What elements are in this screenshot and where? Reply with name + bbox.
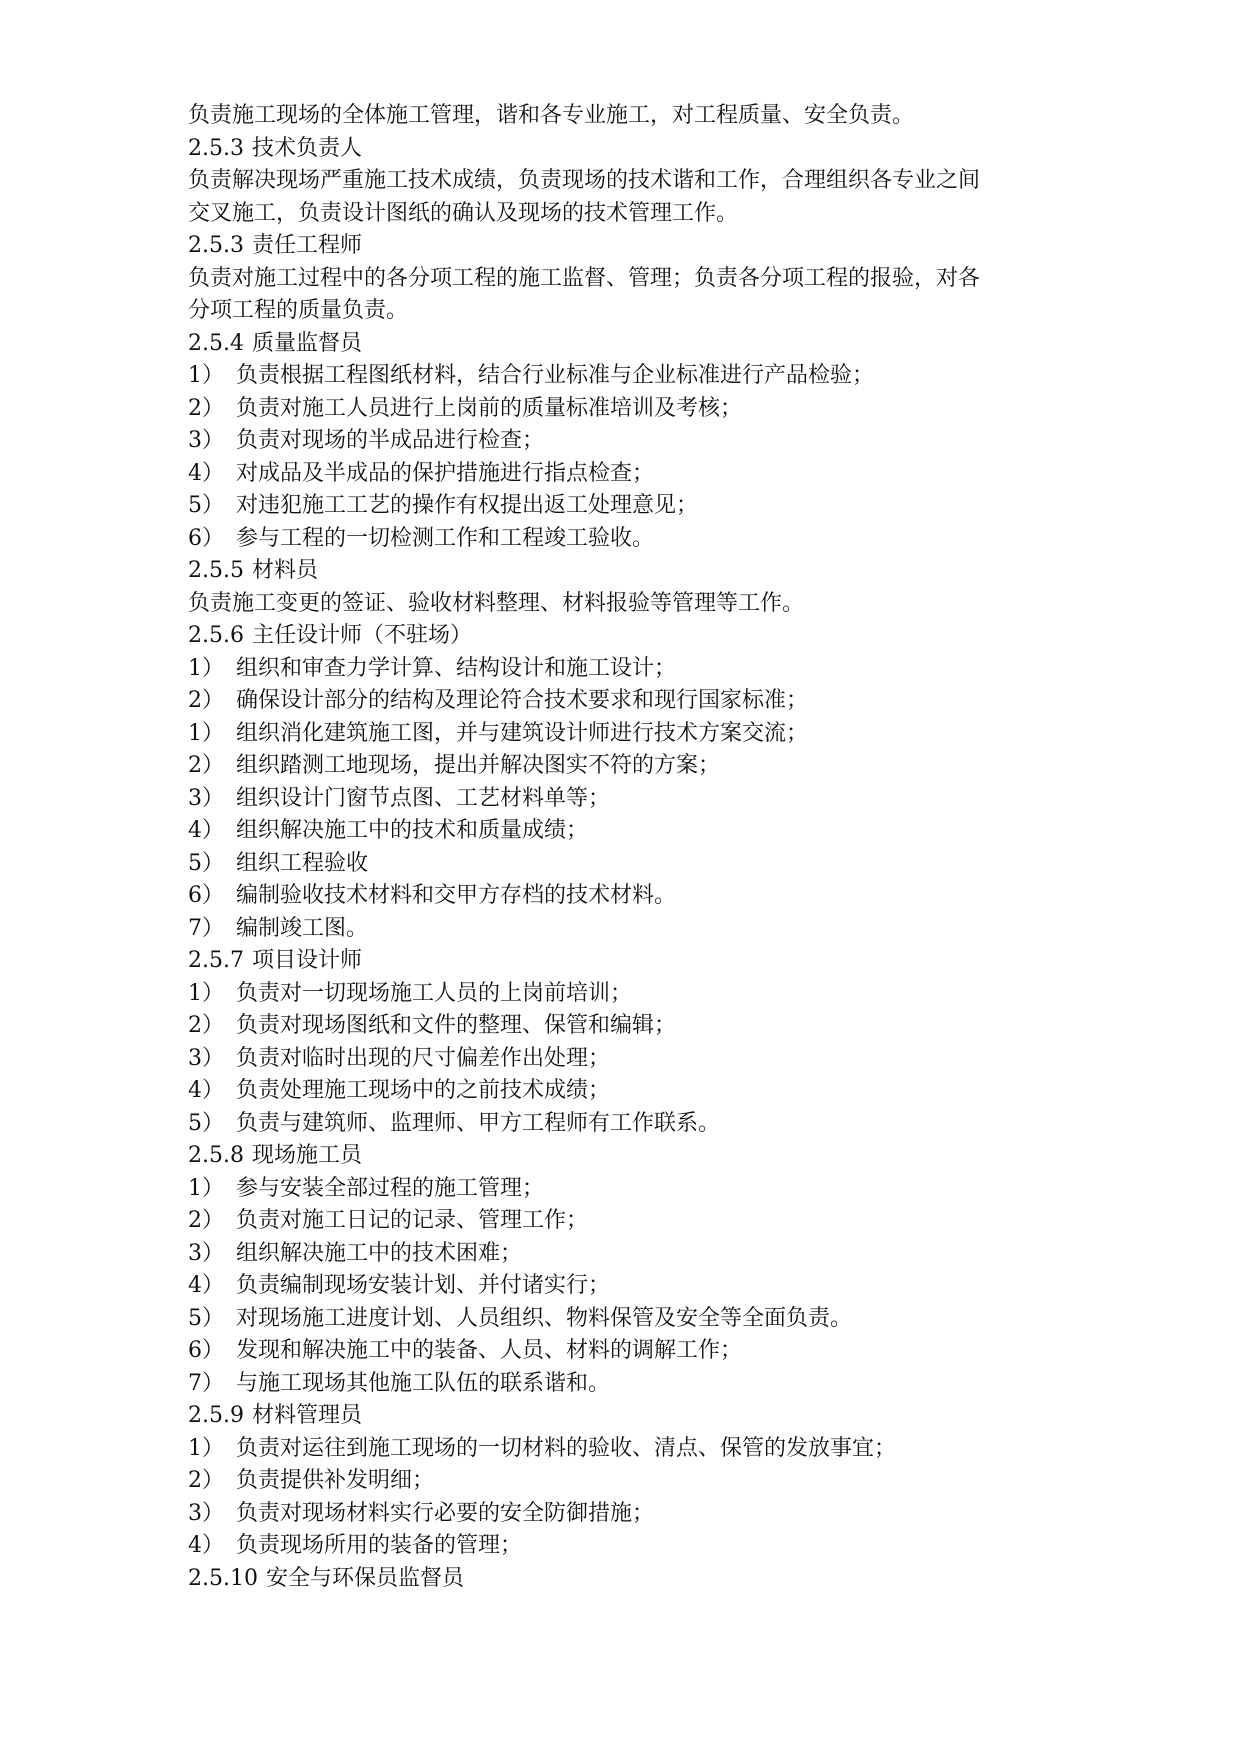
list-item-number: 2） xyxy=(188,1208,224,1233)
section-number: 2.5.9 xyxy=(188,1403,244,1428)
list-item xyxy=(188,1433,1068,1466)
list-item xyxy=(188,1043,1068,1076)
list-item-text: 组织和审查力学计算、结构设计和施工设计； xyxy=(236,655,677,681)
section-number: 2.5.3 xyxy=(188,233,244,258)
list-item-text: 对现场施工进度计划、人员组织、物料保管及安全等全面负责。 xyxy=(236,1305,853,1331)
list-item-text: 组织工程验收 xyxy=(236,850,369,876)
section-heading xyxy=(188,328,1068,361)
list-item xyxy=(188,1173,1068,1206)
list-item-number: 1） xyxy=(188,1175,224,1201)
list-item-text: 组织设计门窗节点图、工艺材料单等； xyxy=(236,785,611,811)
section-title: 材料员 xyxy=(251,558,318,583)
list-item-text: 参与安装全部过程的施工管理； xyxy=(236,1175,545,1201)
list-item-number: 4） xyxy=(188,818,224,843)
list-item xyxy=(188,458,1068,491)
list-item-text: 发现和解决施工中的装备、人员、材料的调解工作； xyxy=(236,1338,743,1363)
section-heading xyxy=(188,230,1068,263)
list-item xyxy=(188,848,1068,881)
list-item-text: 负责处理施工现场中的之前技术成绩； xyxy=(236,1078,611,1103)
paragraph-line: 负责施工变更的签证、验收材料整理、材料报验等管理等工作。 xyxy=(188,590,805,616)
list-item xyxy=(188,1075,1068,1108)
list-item-text: 负责对施工日记的记录、管理工作； xyxy=(236,1208,589,1233)
section-heading xyxy=(188,1400,1068,1433)
list-item-number: 1） xyxy=(188,980,224,1006)
list-item-text: 负责对施工人员进行上岗前的质量标准培训及考核； xyxy=(236,395,743,421)
list-item xyxy=(188,1335,1068,1368)
list-item-number: 1） xyxy=(188,1435,224,1461)
section-title: 技术负责人 xyxy=(251,135,362,161)
list-item-text: 组织踏测工地现场，提出并解决图实不符的方案； xyxy=(236,753,721,778)
list-item-number: 2） xyxy=(188,1468,224,1493)
list-item-number: 2） xyxy=(188,753,224,778)
list-item-text: 参与工程的一切检测工作和工程竣工验收。 xyxy=(236,525,655,551)
list-item xyxy=(188,1465,1068,1498)
paragraph-line: 分项工程的质量负责。 xyxy=(188,298,409,323)
list-item-number: 4） xyxy=(188,1078,224,1103)
list-item xyxy=(188,1108,1068,1141)
list-item-text: 组织消化建筑施工图，并与建筑设计师进行技术方案交流； xyxy=(236,720,809,746)
list-item-text: 负责对现场的半成品进行检查； xyxy=(236,428,545,453)
list-item-text: 负责对现场图纸和文件的整理、保管和编辑； xyxy=(236,1013,677,1038)
section-number: 2.5.7 xyxy=(188,948,244,973)
list-item-number: 5） xyxy=(188,1110,224,1136)
list-item xyxy=(188,685,1068,718)
list-item-text: 组织解决施工中的技术困难； xyxy=(236,1240,523,1266)
list-item-number: 6） xyxy=(188,1338,224,1363)
list-item-number: 7） xyxy=(188,915,224,941)
list-item-number: 6） xyxy=(188,883,224,908)
section-title: 主任设计师（不驻场） xyxy=(251,623,472,648)
list-item-number: 6） xyxy=(188,525,224,551)
section-number: 2.5.6 xyxy=(188,623,244,648)
list-item-number: 4） xyxy=(188,1533,224,1558)
section-title: 质量监督员 xyxy=(251,330,362,356)
list-item xyxy=(188,1368,1068,1401)
list-item xyxy=(188,1205,1068,1238)
list-item xyxy=(188,978,1068,1011)
list-item-text: 负责根据工程图纸材料，结合行业标准与企业标准进行产品检验； xyxy=(236,363,875,388)
list-item-number: 7） xyxy=(188,1370,224,1396)
document-page xyxy=(188,100,1068,1595)
list-item xyxy=(188,1530,1068,1563)
list-item-text: 确保设计部分的结构及理论符合技术要求和现行国家标准； xyxy=(236,688,809,713)
section-number: 2.5.8 xyxy=(188,1143,244,1168)
list-item-number: 3） xyxy=(188,1045,224,1071)
paragraph-line: 交叉施工，负责设计图纸的确认及现场的技术管理工作。 xyxy=(188,200,739,226)
list-item-text: 负责对一切现场施工人员的上岗前培训； xyxy=(236,980,633,1006)
list-item xyxy=(188,913,1068,946)
list-item-text: 对成品及半成品的保护措施进行指点检查； xyxy=(236,460,655,486)
paragraph-line: 负责对施工过程中的各分项工程的施工监督、管理；负责各分项工程的报验，对各 xyxy=(188,265,981,291)
section-title: 安全与环保员监督员 xyxy=(265,1565,464,1591)
section-heading xyxy=(188,620,1068,653)
list-item-number: 1） xyxy=(188,720,224,746)
list-item-text: 编制验收技术材料和交甲方存档的技术材料。 xyxy=(236,883,677,908)
list-item-number: 4） xyxy=(188,460,224,486)
list-item xyxy=(188,783,1068,816)
list-item-number: 5） xyxy=(188,850,224,876)
list-item xyxy=(188,490,1068,523)
list-item xyxy=(188,1270,1068,1303)
paragraph-line: 负责施工现场的全体施工管理，谐和各专业施工，对工程质量、安全负责。 xyxy=(188,103,915,128)
list-item-number: 1） xyxy=(188,363,224,388)
list-item-number: 3） xyxy=(188,785,224,811)
section-number: 2.5.4 xyxy=(188,330,244,356)
list-item-text: 负责对运往到施工现场的一切材料的验收、清点、保管的发放事宜； xyxy=(236,1435,897,1461)
list-item-text: 与施工现场其他施工队伍的联系谐和。 xyxy=(236,1370,611,1396)
list-item-number: 4） xyxy=(188,1273,224,1298)
list-item-text: 编制竣工图。 xyxy=(236,915,369,941)
section-title: 责任工程师 xyxy=(251,233,362,258)
section-title: 现场施工员 xyxy=(251,1143,362,1168)
list-item-text: 负责编制现场安装计划、并付诸实行； xyxy=(236,1273,611,1298)
list-item-number: 1） xyxy=(188,655,224,681)
list-item xyxy=(188,653,1068,686)
section-heading xyxy=(188,133,1068,166)
list-item xyxy=(188,1498,1068,1531)
list-item-text: 负责对现场材料实行必要的安全防御措施； xyxy=(236,1500,655,1526)
list-item xyxy=(188,393,1068,426)
list-item-text: 对违犯施工工艺的操作有权提出返工处理意见； xyxy=(236,493,699,518)
list-item-number: 2） xyxy=(188,395,224,421)
list-item xyxy=(188,523,1068,556)
section-title: 材料管理员 xyxy=(251,1403,362,1428)
list-item-number: 3） xyxy=(188,1240,224,1266)
list-item-text: 组织解决施工中的技术和质量成绩； xyxy=(236,818,589,843)
list-item xyxy=(188,1010,1068,1043)
list-item xyxy=(188,425,1068,458)
list-item-number: 2） xyxy=(188,688,224,713)
list-item-number: 5） xyxy=(188,1305,224,1331)
section-heading xyxy=(188,555,1068,588)
list-item xyxy=(188,718,1068,751)
paragraph-line: 负责解决现场严重施工技术成绩，负责现场的技术谐和工作，合理组织各专业之间 xyxy=(188,168,981,193)
list-item-text: 负责对临时出现的尺寸偏差作出处理； xyxy=(236,1045,611,1071)
list-item xyxy=(188,1238,1068,1271)
section-number: 2.5.10 xyxy=(188,1565,258,1591)
section-title: 项目设计师 xyxy=(251,948,362,973)
list-item xyxy=(188,815,1068,848)
list-item-number: 5） xyxy=(188,493,224,518)
section-number: 2.5.5 xyxy=(188,558,244,583)
list-item-text: 负责与建筑师、监理师、甲方工程师有工作联系。 xyxy=(236,1110,721,1136)
section-number: 2.5.3 xyxy=(188,135,244,161)
section-heading xyxy=(188,1140,1068,1173)
list-item xyxy=(188,880,1068,913)
section-heading xyxy=(188,945,1068,978)
list-item xyxy=(188,360,1068,393)
section-heading xyxy=(188,1563,1068,1596)
list-item-text: 负责现场所用的装备的管理； xyxy=(236,1533,523,1558)
list-item xyxy=(188,1303,1068,1336)
list-item xyxy=(188,750,1068,783)
list-item-number: 3） xyxy=(188,428,224,453)
list-item-number: 2） xyxy=(188,1013,224,1038)
list-item-text: 负责提供补发明细； xyxy=(236,1468,435,1493)
list-item-number: 3） xyxy=(188,1500,224,1526)
